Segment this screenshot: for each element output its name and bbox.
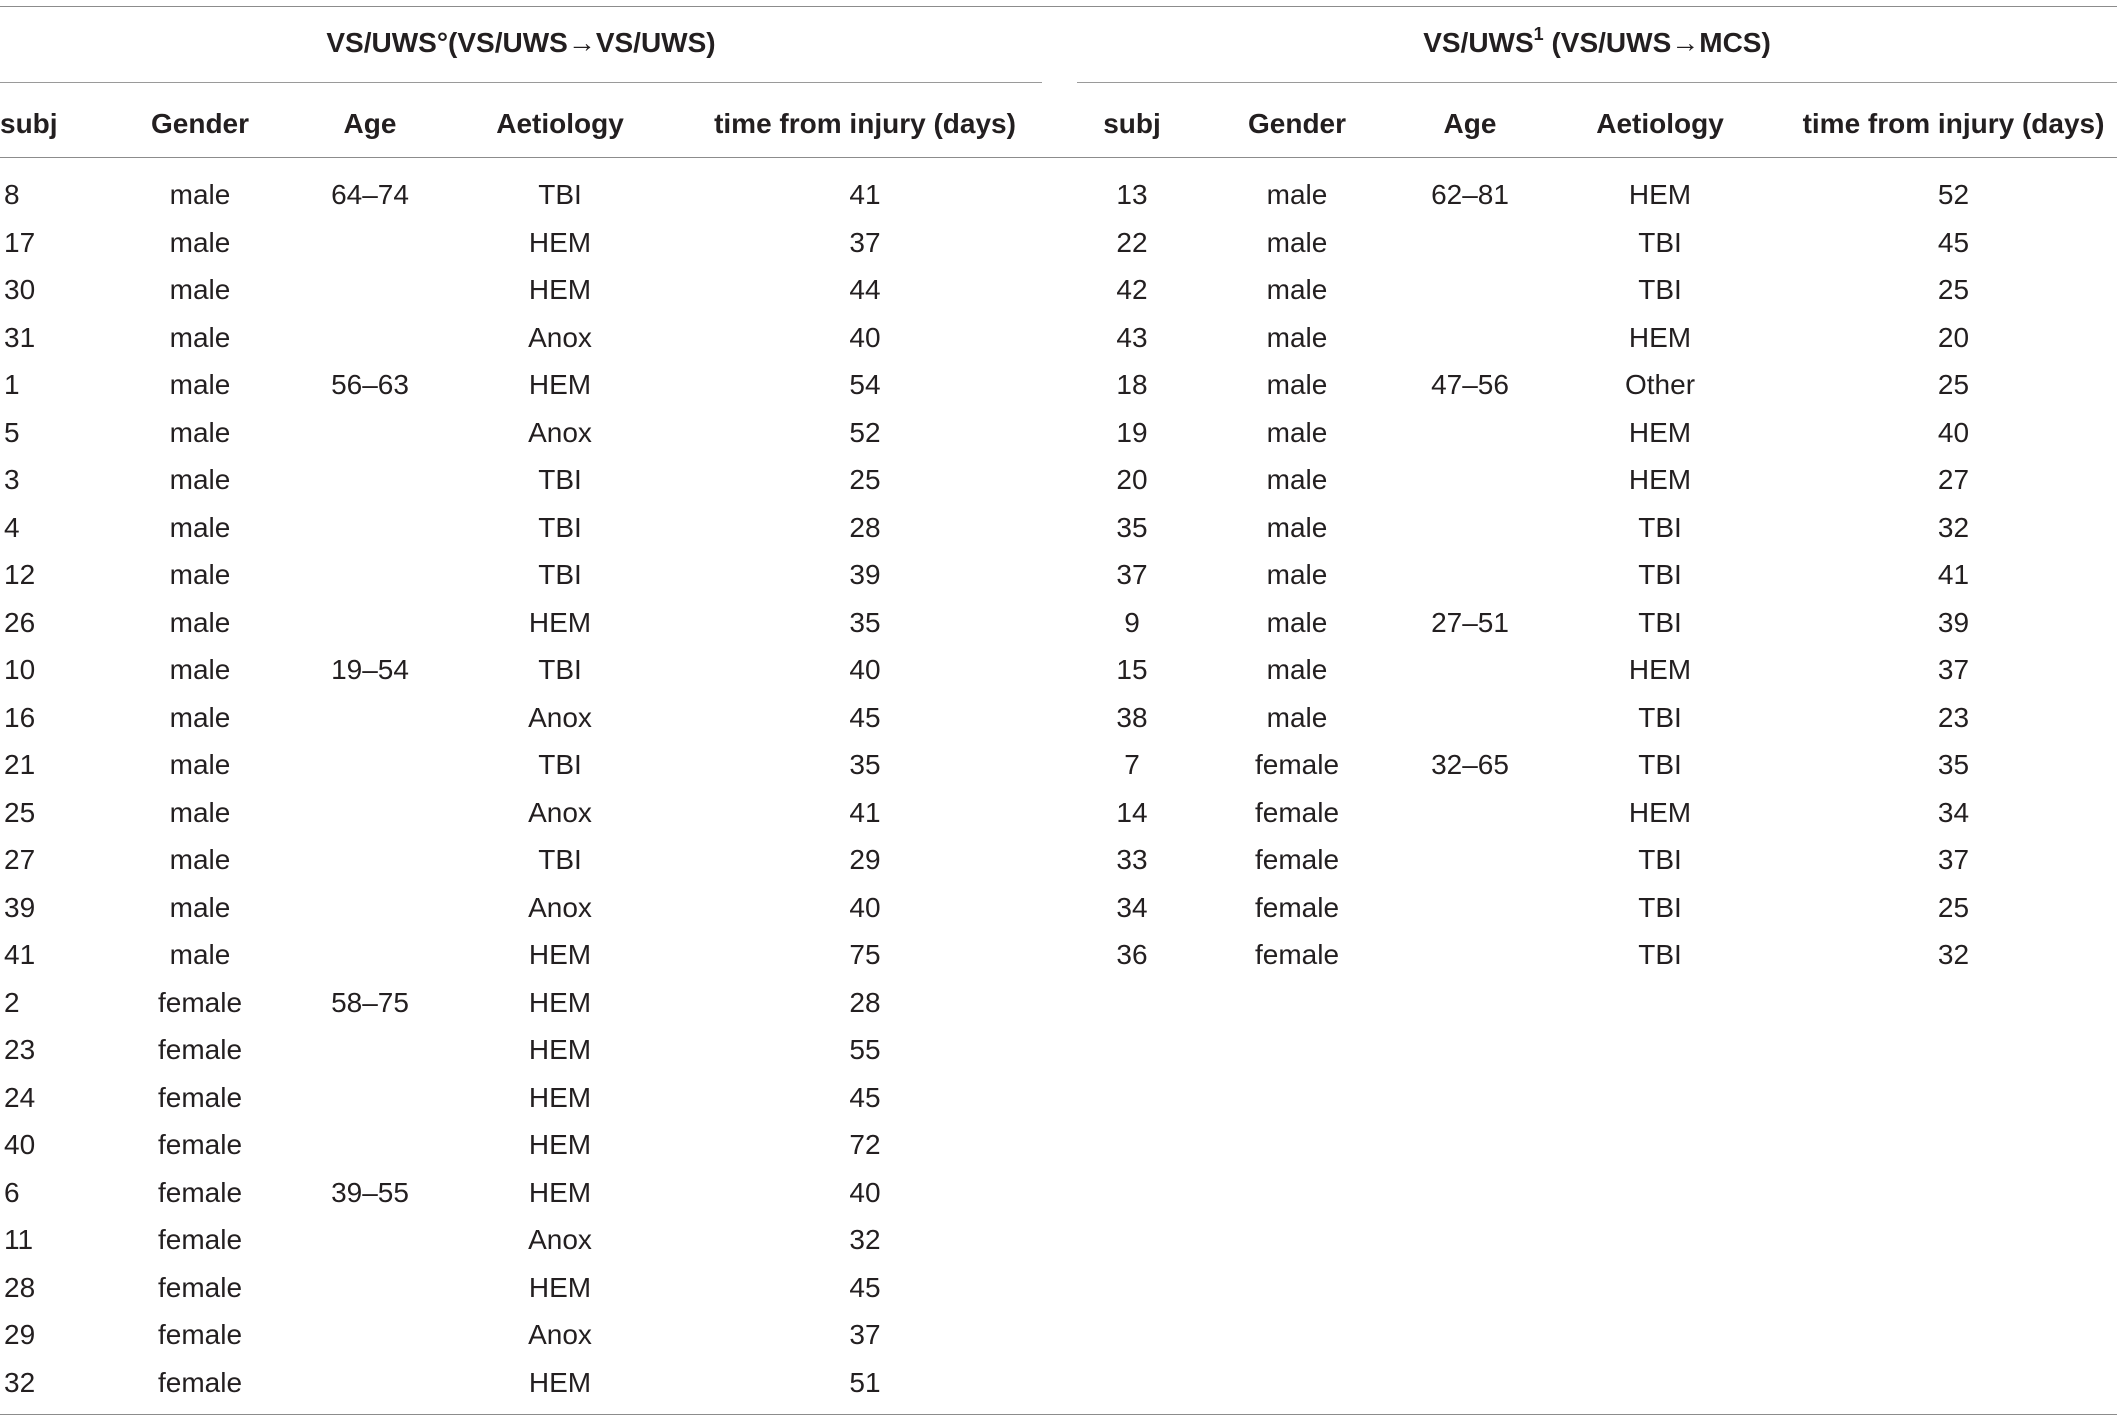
cell-subj: 38 [1116,701,1148,733]
cell-time-from-injury: 25 [1937,274,1970,305]
cell-subj: 26 [4,606,36,638]
cell-age [1390,884,1550,931]
cell-subj: 12 [4,559,36,590]
cell-aetiology: TBI [1638,559,1682,590]
cell-age: 32–65 [1431,749,1509,780]
cell-age [290,1074,450,1121]
cell-subj: 41 [4,939,36,970]
cell-gender: male [169,321,231,353]
cell-subj: 4 [4,511,20,543]
cell-time-from-injury: 45 [849,1271,881,1303]
cell-aetiology: TBI [1638,939,1682,970]
cell-gender: male [169,796,231,828]
cell-aetiology: TBI [1638,274,1682,305]
cell-subj: 14 [1116,796,1148,828]
column-header-aetiology: Aetiology [496,108,624,139]
cell-time-from-injury: 52 [849,416,881,448]
cell-aetiology: HEM [528,1081,592,1113]
cell-age: 27–51 [1431,606,1509,638]
cell-time-from-injury: 51 [849,1366,881,1398]
cell-gender: male [169,464,231,495]
cell-gender: female [157,1081,243,1113]
cell-subj: 1 [4,369,20,400]
cell-time-from-injury: 32 [849,1224,881,1255]
cell-gender: female [157,1224,243,1255]
cell-aetiology: HEM [528,1366,592,1398]
cell-aetiology: HEM [528,986,592,1018]
group-rule-left [0,82,1042,83]
cell-subj: 8 [4,179,20,210]
cell-age [290,1264,450,1311]
cell-time-from-injury: 72 [849,1129,881,1160]
cell-age [1390,456,1550,503]
header-rule [0,157,2117,158]
cell-gender: male [1266,369,1328,400]
cell-gender: female [157,1034,243,1065]
cell-subj: 7 [1124,749,1140,780]
cell-time-from-injury: 28 [849,511,881,543]
cell-gender: male [1266,559,1328,590]
cell-aetiology: TBI [1638,606,1682,638]
cell-time-from-injury: 44 [849,274,881,305]
cell-aetiology: TBI [1638,891,1682,923]
cell-time-from-injury: 37 [849,1319,881,1350]
cell-gender: female [157,1271,243,1303]
cell-age [290,314,450,361]
cell-time-from-injury: 45 [1937,226,1970,258]
cell-subj: 29 [4,1319,36,1350]
cell-gender: female [157,1366,243,1398]
cell-gender: male [1266,179,1328,210]
cell-aetiology: HEM [1628,321,1692,353]
cell-age [290,789,450,836]
cell-age [1390,314,1550,361]
cell-time-from-injury: 28 [849,986,881,1018]
cell-age [290,1121,450,1168]
cell-subj: 18 [1116,369,1148,400]
cell-time-from-injury: 37 [849,226,881,258]
cell-subj: 10 [4,654,36,685]
column-header-age: Age [1443,108,1497,139]
cell-time-from-injury: 20 [1937,321,1970,353]
cell-time-from-injury: 35 [849,749,881,780]
cell-aetiology: TBI [1638,701,1682,733]
cell-time-from-injury: 55 [849,1034,881,1065]
column-header-time-from-injury: time from injury (days) [1802,108,2105,139]
cell-time-from-injury: 25 [1937,891,1970,923]
cell-aetiology: Anox [528,416,592,448]
cell-gender: male [169,274,231,305]
cell-gender: female [1254,939,1340,970]
cell-time-from-injury: 45 [849,1081,881,1113]
cell-time-from-injury: 32 [1937,939,1970,970]
cell-age [290,931,450,978]
cell-subj: 23 [4,1034,36,1065]
cell-time-from-injury: 40 [849,1176,881,1208]
cell-gender: male [169,226,231,258]
cell-subj: 31 [4,321,36,353]
cell-aetiology: HEM [528,939,592,970]
cell-gender: male [1266,274,1328,305]
cell-time-from-injury: 75 [849,939,881,970]
cell-time-from-injury: 25 [1937,369,1970,400]
cell-subj: 37 [1116,559,1148,590]
cell-gender: female [157,1319,243,1350]
cell-gender: male [1266,416,1328,448]
cell-aetiology: HEM [528,1176,592,1208]
cell-gender: female [157,1176,243,1208]
cell-subj: 6 [4,1176,20,1208]
group-title-suffix: (VS/UWS→VS/UWS) [448,27,716,58]
cell-age [1390,409,1550,456]
cell-subj: 39 [4,891,36,923]
cell-age [1390,789,1550,836]
cell-gender: male [169,179,231,210]
cell-gender: female [157,986,243,1018]
cell-age [1390,551,1550,598]
cell-aetiology: Anox [528,891,592,923]
cell-aetiology: TBI [538,654,582,685]
cell-gender: male [1266,654,1328,685]
cell-subj: 33 [1116,844,1148,875]
cell-subj: 22 [1116,226,1148,258]
cell-gender: male [169,369,231,400]
column-header-age: Age [343,108,397,139]
cell-time-from-injury: 45 [849,701,881,733]
cell-age: 58–75 [331,986,409,1018]
cell-aetiology: Anox [528,1224,592,1255]
cell-time-from-injury: 40 [849,891,881,923]
group-title-main: VS/UWS [1423,27,1534,58]
cell-age [290,266,450,313]
cell-subj: 21 [4,749,36,780]
cell-gender: female [1254,749,1340,780]
cell-subj: 5 [4,416,20,448]
cell-age: 62–81 [1431,179,1509,210]
cell-gender: male [169,891,231,923]
cell-time-from-injury: 34 [1937,796,1970,828]
cell-aetiology: HEM [528,226,592,258]
cell-time-from-injury: 41 [1937,559,1970,590]
cell-time-from-injury: 40 [1937,416,1970,448]
cell-age [290,409,450,456]
cell-time-from-injury: 23 [1937,701,1970,733]
cell-aetiology: Anox [528,1319,592,1350]
cell-gender: male [169,701,231,733]
cell-gender: male [1266,606,1328,638]
cell-subj: 30 [4,274,36,305]
cell-time-from-injury: 39 [1937,606,1970,638]
cell-gender: male [169,559,231,590]
cell-aetiology: TBI [538,511,582,543]
cell-gender: male [169,749,231,780]
cell-subj: 43 [1116,321,1148,353]
bottom-rule [0,1414,2117,1415]
cell-subj: 42 [1116,274,1148,305]
cell-subj: 40 [4,1129,36,1160]
group-title-main: VS/UWS [326,27,437,58]
cell-aetiology: HEM [528,369,592,400]
cell-aetiology: HEM [528,274,592,305]
cell-time-from-injury: 40 [849,321,881,353]
cell-time-from-injury: 41 [849,796,881,828]
column-header-aetiology: Aetiology [1596,108,1724,139]
cell-age [290,1216,450,1263]
cell-time-from-injury: 25 [849,464,881,495]
cell-time-from-injury: 29 [849,844,881,875]
cell-aetiology: TBI [538,179,582,210]
cell-subj: 24 [4,1081,36,1113]
column-header-subj: subj [1103,108,1161,139]
cell-aetiology: TBI [538,464,582,495]
cell-gender: female [157,1129,243,1160]
cell-aetiology: HEM [1628,654,1692,685]
cell-aetiology: HEM [528,1271,592,1303]
group-title-mark: ° [436,27,449,58]
cell-aetiology: HEM [528,1129,592,1160]
cell-aetiology: HEM [1628,416,1692,448]
cell-time-from-injury: 39 [849,559,881,590]
cell-age: 47–56 [1431,369,1509,400]
cell-age [1390,266,1550,313]
cell-subj: 34 [1116,891,1148,923]
cell-subj: 19 [1116,416,1148,448]
cell-age: 19–54 [331,654,409,685]
cell-age [1390,694,1550,741]
cell-age: 39–55 [331,1176,409,1208]
cell-age [290,884,450,931]
cell-subj: 32 [4,1366,36,1398]
column-header-subj: subj [0,108,58,139]
cell-age [290,694,450,741]
group-rule-right [1077,82,2117,83]
cell-aetiology: TBI [1638,749,1682,780]
cell-age [290,1026,450,1073]
cell-time-from-injury: 27 [1937,464,1970,495]
cell-age [290,504,450,551]
cell-age [1390,646,1550,693]
cell-aetiology: HEM [1628,464,1692,495]
cell-gender: male [1266,464,1328,495]
cell-age [290,456,450,503]
cell-subj: 35 [1116,511,1148,543]
cell-gender: male [1266,511,1328,543]
cell-subj: 3 [4,464,20,495]
cell-age [290,599,450,646]
cell-subj: 25 [4,796,36,828]
cell-time-from-injury: 52 [1937,179,1970,210]
cell-age [290,836,450,883]
cell-age [290,219,450,266]
cell-aetiology: TBI [1638,844,1682,875]
cell-age: 56–63 [331,369,409,400]
cell-aetiology: Anox [528,701,592,733]
group-title-suffix: (VS/UWS→MCS) [1543,27,1771,58]
cell-subj: 2 [4,986,20,1018]
cell-aetiology: TBI [538,844,582,875]
cell-aetiology: TBI [538,559,582,590]
cell-gender: female [1254,891,1340,923]
cell-time-from-injury: 32 [1937,511,1970,543]
cell-gender: male [169,844,231,875]
cell-gender: male [1266,226,1328,258]
cell-time-from-injury: 41 [849,179,881,210]
group-title [0,20,1042,66]
cell-aetiology: Anox [528,321,592,353]
cell-subj: 28 [4,1271,36,1303]
cell-aetiology: HEM [528,606,592,638]
cell-subj: 20 [1116,464,1148,495]
cell-aetiology: HEM [1628,796,1692,828]
cell-gender: male [169,654,231,685]
cell-aetiology: HEM [528,1034,592,1065]
cell-aetiology: Anox [528,796,592,828]
cell-aetiology: TBI [1638,511,1682,543]
cell-subj: 15 [1116,654,1148,685]
group-title [1077,20,2117,66]
cell-subj: 13 [1116,179,1148,210]
cell-subj: 17 [4,226,36,258]
cell-age [290,551,450,598]
cell-age: 64–74 [331,179,409,210]
cell-time-from-injury: 35 [849,606,881,638]
cell-subj: 16 [4,701,36,733]
cell-time-from-injury: 54 [849,369,881,400]
cell-aetiology: TBI [538,749,582,780]
cell-subj: 27 [4,844,36,875]
cell-gender: male [169,939,231,970]
cell-gender: male [169,606,231,638]
cell-subj: 11 [4,1224,34,1255]
cell-age [290,1359,450,1406]
cell-time-from-injury: 37 [1937,654,1970,685]
cell-gender: male [1266,701,1328,733]
cell-aetiology: HEM [1628,179,1692,210]
cell-aetiology: TBI [1638,226,1682,258]
top-rule [0,6,2117,7]
cell-subj: 9 [1124,606,1140,638]
cell-age [1390,219,1550,266]
column-header-time-from-injury: time from injury (days) [714,108,1016,139]
cell-time-from-injury: 37 [1937,844,1970,875]
cell-gender: male [169,511,231,543]
cell-gender: male [1266,321,1328,353]
cell-gender: male [169,416,231,448]
cell-gender: female [1254,796,1340,828]
cell-age [1390,931,1550,978]
cell-time-from-injury: 40 [849,654,881,685]
cell-time-from-injury: 35 [1937,749,1970,780]
cell-age [1390,836,1550,883]
cell-age [1390,504,1550,551]
column-header-gender: Gender [150,108,250,139]
cell-subj: 36 [1116,939,1148,970]
cell-age [290,741,450,788]
cell-gender: female [1254,844,1340,875]
cell-aetiology: Other [1624,369,1696,400]
column-header-gender: Gender [1247,108,1347,139]
group-title-mark: 1 [1533,23,1544,44]
cell-age [290,1311,450,1358]
